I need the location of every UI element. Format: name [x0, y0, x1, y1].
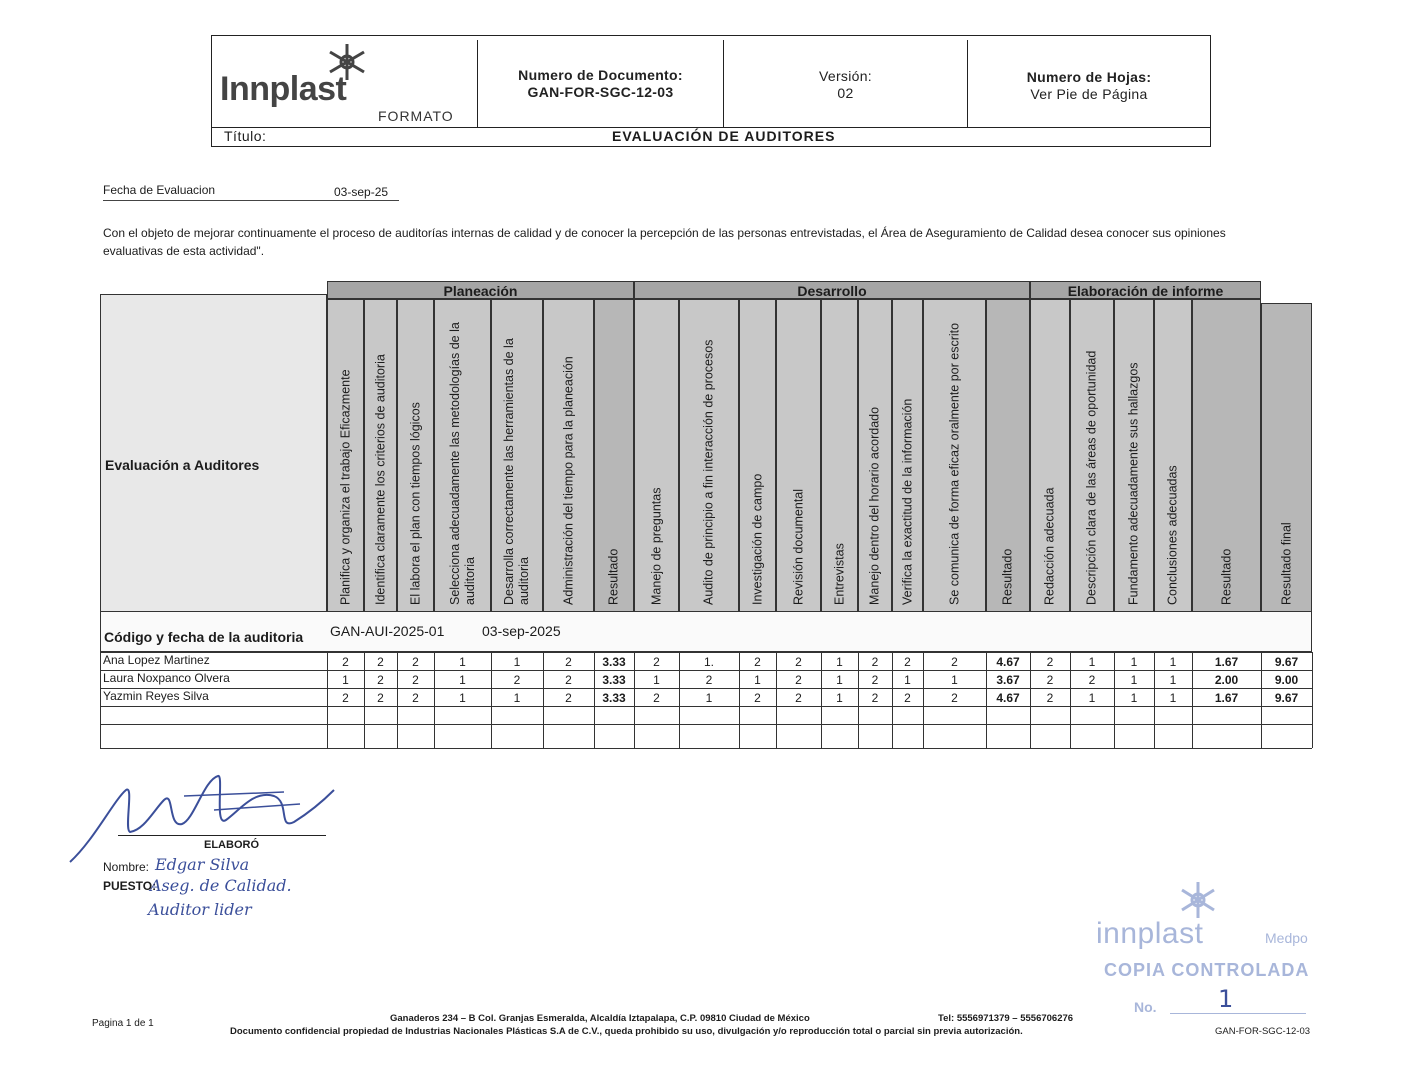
column-header-label: Revisión documental [791, 488, 805, 605]
column-header-18 [1070, 299, 1114, 612]
column-header-label: Manejo dentro del horario acordado [867, 406, 882, 605]
table-col-line [100, 652, 101, 748]
score-cell: 1 [1169, 691, 1177, 705]
column-header-4 [434, 299, 491, 612]
group-planeacion: Planeación [327, 281, 634, 299]
score-cell: 2 [904, 655, 911, 669]
column-header-label: Se comunica de forma eficaz oralmente por escrito [947, 322, 961, 605]
column-header-8 [634, 299, 679, 612]
column-header-label: Conclusiones adecuadas [1165, 465, 1180, 605]
column-header-label: Resultado final [1279, 522, 1293, 605]
score-cell: 2 [565, 691, 572, 705]
column-header-14 [892, 299, 923, 612]
score-cell: 2 [377, 691, 384, 705]
column-header-label: Planifica y organiza el trabajo Eficazmente [338, 369, 352, 605]
table-row-line [100, 724, 1312, 725]
brand-formato: FORMATO [378, 108, 454, 124]
score-cell: 2 [795, 673, 802, 687]
doc-number-label: Numero de Documento: [518, 67, 683, 83]
score-cell: 1 [836, 691, 843, 705]
row-header-cell [100, 294, 327, 612]
score-cell: 2 [951, 655, 958, 669]
footer-address: Ganaderos 234 – B Col. Granjas Esmeralda, Alcaldía Iztapalapa, C.P. 09810 Ciudad de México [390, 1013, 810, 1024]
score-cell: 1 [1130, 691, 1138, 705]
column-header-1 [327, 299, 364, 612]
score-cell: 9.00 [1274, 673, 1299, 687]
score-cell: 2 [795, 691, 802, 705]
score-cell: 2 [1046, 691, 1054, 705]
score-cell: 1 [836, 673, 843, 687]
score-cell: 2 [412, 673, 419, 687]
column-header-3 [397, 299, 434, 612]
footer-confidential: Documento confidencial propiedad de Industrias Nacionales Plásticas S.A de C.V., queda prohibido su uso, divulgación y/o reproducción total o parcial sin previa autorización. [230, 1026, 1023, 1037]
score-cell: 2 [513, 673, 521, 687]
score-cell: 1 [513, 691, 521, 705]
column-header-label: El labora el plan con tiempos lógicos [408, 402, 422, 605]
score-cell: 2 [565, 673, 572, 687]
column-header-5 [491, 299, 543, 612]
version-label: Versión: [819, 68, 872, 84]
column-header-6 [543, 299, 594, 612]
column-header-13 [858, 299, 892, 612]
doc-number-value: GAN-FOR-SGC-12-03 [527, 84, 674, 100]
score-cell: 2.00 [1214, 673, 1239, 687]
score-cell: 1 [836, 655, 843, 669]
score-cell: 2 [412, 655, 419, 669]
score-cell: 1 [342, 673, 349, 687]
score-cell: 1 [1130, 673, 1138, 687]
puesto-value-2: Auditor lider [148, 900, 252, 919]
stamp-copia-controlada: COPIA CONTROLADA [1104, 960, 1310, 980]
column-header-12 [821, 299, 858, 612]
score-cell: 2 [871, 673, 879, 687]
score-cell: 2 [565, 655, 572, 669]
logo-cell [212, 40, 478, 127]
pages-label: Numero de Hojas: [1026, 69, 1152, 85]
score-cell: 1 [459, 655, 466, 669]
stamp-medpo: Medpo [1265, 930, 1308, 946]
score-cell: 1 [1088, 655, 1096, 669]
score-cell: 2 [377, 673, 384, 687]
column-header-21 [1192, 299, 1261, 612]
score-cell: 2 [1046, 673, 1054, 687]
nombre-label: Nombre: [103, 860, 150, 874]
group-informe: Elaboración de informe [1030, 281, 1261, 299]
title-label: Título: [224, 128, 267, 144]
column-header-label: Desarrolla correctamente las herramientas de la auditoria [502, 338, 531, 605]
auditor-name: Ana Lopez Martinez [103, 653, 210, 667]
column-header-label: Descripción clara de las áreas de oportunidad [1084, 350, 1099, 605]
elaboro-label: ELABORÓ [204, 839, 259, 851]
table-row-line [100, 748, 1312, 749]
score-cell: 2 [342, 691, 349, 705]
score-cell: 2 [951, 691, 958, 705]
auditor-name: Laura Noxpanco Olvera [103, 671, 230, 685]
stamp-no-line [1170, 1013, 1306, 1014]
table-row-line [100, 670, 1312, 671]
puesto-label: PUESTO: [103, 879, 157, 893]
document-number-cell [478, 40, 724, 127]
auditor-name: Yazmin Reyes Silva [103, 689, 209, 703]
column-header-label: Administración del tiempo para la planeación [561, 356, 575, 605]
table-row-line [100, 706, 1312, 707]
score-cell: 2 [412, 691, 419, 705]
score-cell: 1 [459, 691, 466, 705]
score-cell: 2 [904, 691, 911, 705]
score-cell: 1. [703, 655, 714, 669]
stamp-logo-icon [1176, 880, 1220, 920]
column-header-22 [1261, 303, 1312, 612]
fecha-evaluacion-value: 03-sep-25 [334, 185, 389, 199]
column-header-label: Audito de principio a fin interacción de procesos [701, 339, 716, 605]
score-cell: 2 [754, 691, 761, 705]
score-cell: 4.67 [996, 691, 1020, 705]
codigo-value: GAN-AUI-2025-01 [330, 623, 445, 639]
score-cell: 2 [795, 655, 802, 669]
score-cell: 9.67 [1274, 691, 1299, 705]
column-header-label: Selecciona adecuadamente las metodologías de la auditoria [447, 322, 477, 605]
footer-tel: Tel: 5556971379 – 5556706276 [938, 1013, 1074, 1024]
score-cell: 1 [513, 655, 521, 669]
group-desarrollo: Desarrollo [634, 281, 1030, 299]
table-row-line [100, 688, 1312, 689]
score-cell: 3.33 [602, 655, 626, 669]
column-header-label: Resultado [606, 548, 621, 605]
score-cell: 1 [1169, 655, 1177, 669]
column-header-label: Investigación de campo [750, 473, 764, 605]
score-cell: 2 [653, 691, 660, 705]
nombre-value: Edgar Silva [155, 855, 250, 874]
codigo-fecha: 03-sep-2025 [482, 623, 561, 639]
score-cell: 4.67 [996, 655, 1020, 669]
score-cell: 1 [754, 673, 761, 687]
version-cell [724, 40, 968, 127]
pages-value: Ver Pie de Página [1030, 86, 1148, 102]
signature-line [118, 835, 326, 836]
row-header-label: Evaluación a Auditores [105, 457, 260, 473]
score-cell: 1 [951, 673, 958, 687]
column-header-label: Resultado [1219, 548, 1233, 605]
fecha-underline [103, 200, 399, 201]
stamp-no-value: 1 [1218, 985, 1234, 1013]
fecha-evaluacion-label: Fecha de Evaluacion [103, 183, 216, 197]
score-cell: 3.67 [996, 673, 1020, 687]
table-col-line [1312, 652, 1313, 748]
column-header-label: Fundamento adecuadamente sus hallazgos [1126, 362, 1141, 605]
stamp-brand: innplast [1096, 917, 1204, 950]
column-header-9 [679, 299, 739, 612]
column-header-11 [776, 299, 821, 612]
pages-cell [968, 40, 1210, 127]
footer-code: GAN-FOR-SGC-12-03 [1215, 1026, 1311, 1037]
score-cell: 2 [705, 673, 713, 687]
score-cell: 2 [871, 691, 879, 705]
score-cell: 9.67 [1274, 655, 1299, 669]
score-cell: 1 [1130, 655, 1138, 669]
score-cell: 1 [904, 673, 911, 687]
title-value: EVALUACIÓN DE AUDITORES [612, 128, 836, 144]
title-row [212, 127, 1210, 147]
codigo-label: Código y fecha de la auditoria [104, 629, 304, 645]
score-cell: 2 [377, 655, 384, 669]
column-header-19 [1114, 299, 1154, 612]
column-header-10 [739, 299, 776, 612]
score-cell: 2 [1046, 655, 1054, 669]
score-cell: 1 [653, 673, 660, 687]
score-cell: 2 [653, 655, 660, 669]
score-cell: 2 [342, 655, 349, 669]
stamp-no-label: No. [1134, 999, 1157, 1015]
score-cell: 2 [1088, 673, 1096, 687]
brand-name: Innplast [220, 70, 347, 108]
score-cell: 1.67 [1214, 691, 1239, 705]
column-header-16 [986, 299, 1030, 612]
table-row-line [100, 652, 1312, 653]
score-cell: 1 [459, 673, 466, 687]
score-cell: 1 [705, 691, 713, 705]
score-cell: 1 [1169, 673, 1177, 687]
column-header-17 [1030, 299, 1070, 612]
version-value: 02 [837, 85, 854, 101]
document-header [211, 35, 1211, 147]
column-header-15 [923, 299, 986, 612]
column-header-label: Verifica la exactitud de la información [900, 398, 914, 605]
puesto-value: Aseg. de Calidad. [150, 876, 292, 895]
column-header-label: Identifica claramente los criterios de auditoria [373, 354, 387, 605]
column-header-label: Redacción adecuada [1042, 487, 1057, 605]
footer-page: Pagina 1 de 1 [92, 1018, 154, 1029]
column-header-label: Entrevistas [832, 543, 846, 605]
score-cell: 2 [754, 655, 761, 669]
score-cell: 3.33 [602, 673, 626, 687]
score-cell: 3.33 [602, 691, 626, 705]
column-header-20 [1154, 299, 1192, 612]
column-header-label: Manejo de preguntas [649, 487, 663, 605]
column-header-label: Resultado [1000, 548, 1015, 605]
score-cell: 1 [1088, 691, 1096, 705]
score-cell: 2 [871, 655, 879, 669]
column-header-7 [594, 299, 634, 612]
score-cell: 1.67 [1214, 655, 1239, 669]
intro-paragraph: Con el objeto de mejorar continuamente el proceso de auditorías internas de calidad y de conocer la percepción de las personas entrevistadas, el Área de Aseguramiento de Calidad desea conocer sus opiniones evaluativas de esta actividad". [103, 226, 1226, 258]
column-header-2 [364, 299, 397, 612]
